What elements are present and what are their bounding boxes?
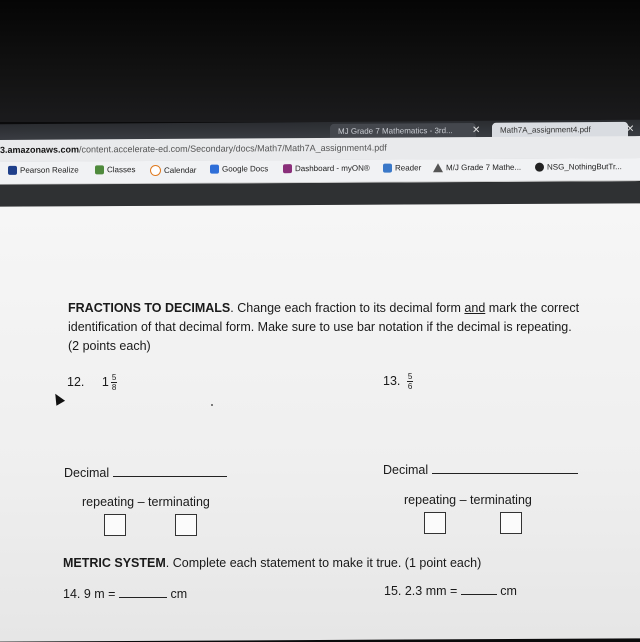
bookmark-calendar[interactable] — [150, 165, 196, 176]
question-text: 14. 9 m = — [63, 587, 116, 601]
bookmark-label: Calendar — [164, 165, 197, 175]
answer-blank-14[interactable] — [119, 597, 167, 598]
question-15 — [384, 584, 517, 598]
bookmark-label: Google Docs — [222, 164, 269, 174]
close-icon[interactable]: ✕ — [626, 123, 635, 135]
question-12 — [67, 373, 117, 392]
close-icon[interactable]: ✕ — [472, 124, 481, 136]
terminating-checkbox-13[interactable] — [500, 512, 522, 534]
question-number: 12. — [67, 374, 85, 389]
decimal-answer-13 — [383, 463, 578, 477]
bookmark-nsg[interactable] — [535, 162, 622, 172]
instr-text: mark the correct — [485, 301, 580, 315]
unit-label: cm — [500, 584, 517, 598]
numerator: 5 — [111, 373, 117, 382]
section1-instructions-line3: (2 points each) — [68, 339, 151, 353]
bookmark-mj-grade7[interactable] — [433, 163, 521, 173]
tab-label: Math7A_assignment4.pdf — [500, 125, 591, 135]
bookmark-pearson-realize[interactable] — [8, 165, 79, 174]
tab-label: MJ Grade 7 Mathematics - 3rd... — [338, 126, 453, 136]
drive-icon — [433, 163, 443, 172]
bookmark-label: NSG_NothingButTr... — [547, 162, 622, 172]
denominator: 8 — [111, 383, 117, 392]
repeating-terminating-label-13: repeating – terminating — [404, 493, 532, 507]
stray-mark — [211, 404, 213, 406]
question-number: 13. — [383, 373, 401, 388]
section1-instructions-line1 — [68, 301, 579, 315]
numerator: 5 — [407, 372, 413, 381]
myon-icon — [283, 164, 292, 173]
repeating-checkbox-12[interactable] — [104, 514, 126, 536]
terminating-checkbox-12[interactable] — [175, 514, 197, 536]
instr-and: and — [464, 301, 486, 315]
google-docs-icon — [210, 165, 219, 174]
classes-icon — [95, 165, 104, 174]
pearson-icon — [8, 166, 17, 175]
pdf-page — [0, 203, 640, 641]
decimal-label: Decimal — [383, 463, 429, 477]
bookmark-label: Reader — [395, 163, 422, 173]
url-text[interactable] — [0, 143, 387, 155]
question-14 — [63, 587, 187, 601]
url-path: /content.accelerate-ed.com/Secondary/docs/Math7/Math7A_assignment4.pdf — [79, 142, 387, 155]
decimal-label: Decimal — [64, 466, 110, 480]
calendar-icon — [150, 165, 161, 176]
decimal-answer-12 — [64, 466, 227, 480]
bookmark-label: M/J Grade 7 Mathe... — [446, 162, 522, 173]
bookmark-google-docs[interactable] — [210, 164, 268, 173]
bookmark-reader[interactable] — [383, 163, 421, 172]
section2-title: METRIC SYSTEM — [63, 556, 166, 570]
section1-title: FRACTIONS TO DECIMALS — [68, 301, 231, 315]
repeating-terminating-label-12: repeating – terminating — [82, 495, 210, 509]
bookmark-classes[interactable] — [95, 165, 135, 174]
answer-blank-15[interactable] — [461, 594, 497, 595]
question-13 — [383, 372, 413, 391]
bookmark-label: Dashboard - myON® — [295, 163, 370, 174]
decimal-blank-12[interactable] — [113, 476, 227, 477]
mixed-whole: 1 — [101, 374, 109, 389]
bookmark-label: Classes — [107, 165, 136, 175]
bookmark-dashboard-myon[interactable] — [283, 164, 370, 174]
section2-instructions — [63, 556, 481, 570]
instr-text: . Complete each statement to make it true. (1 point each) — [165, 556, 482, 570]
fraction — [111, 373, 117, 392]
fraction — [407, 372, 413, 391]
reader-icon — [383, 164, 392, 173]
bookmark-label: Pearson Realize — [20, 165, 79, 175]
url-host: 3.amazonaws.com — [0, 144, 80, 155]
decimal-blank-13[interactable] — [432, 473, 578, 474]
instr-text: . Change each fraction to its decimal form — [230, 301, 465, 315]
screen-bezel — [0, 0, 640, 122]
nsg-icon — [535, 163, 544, 172]
denominator: 6 — [407, 382, 413, 391]
section1-instructions-line2: identification of that decimal form. Make sure to use bar notation if the decimal is repeating. — [68, 320, 572, 334]
question-text: 15. 2.3 mm = — [384, 584, 458, 598]
unit-label: cm — [170, 587, 188, 601]
repeating-checkbox-13[interactable] — [424, 512, 446, 534]
